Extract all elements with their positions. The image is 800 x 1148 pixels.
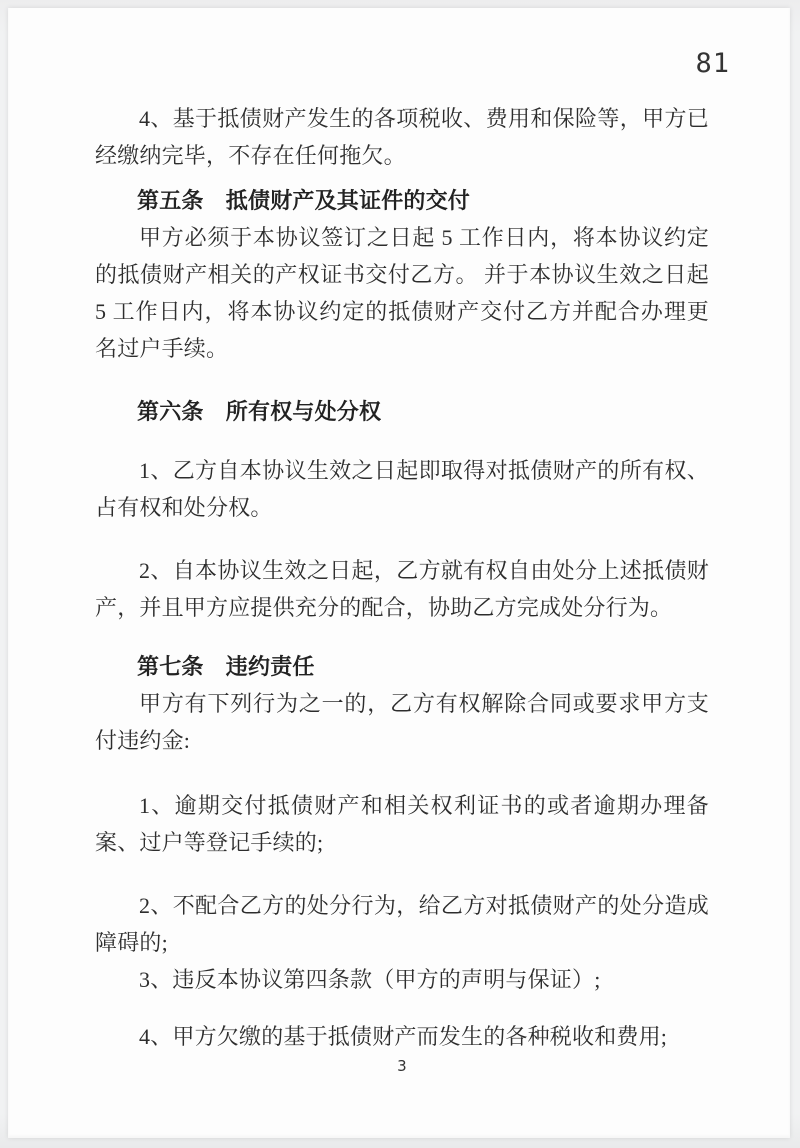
page-number-top-right: 81 [695, 48, 730, 79]
article-5-delivery-paragraph: 甲方必须于本协议签订之日起 5 工作日内，将本协议约定的抵债财产相关的产权证书交付乙方。 并于本协议生效之日起 5 工作日内，将本协议约定的抵债财产交付乙方并配合办理更名过户手续。 [95, 225, 709, 361]
article-7-item-4: 4、甲方欠缴的基于抵债财产而发生的各种税收和费用; [139, 1024, 668, 1049]
page-number-bottom-center: 3 [397, 1057, 407, 1075]
article-6-heading: 第六条 所有权与处分权 [137, 399, 382, 424]
article-7-item-2: 2、不配合乙方的处分行为，给乙方对抵债财产的处分造成障碍的; [95, 893, 709, 955]
article-5-heading: 第五条 抵债财产及其证件的交付 [137, 188, 471, 213]
document-page [8, 8, 790, 1138]
contract-body [95, 100, 709, 1077]
clause4-tax-paid-paragraph: 4、基于抵债财产发生的各项税收、费用和保险等，甲方已经缴纳完毕，不存在任何拖欠。 [95, 106, 709, 168]
article-6-item-1: 1、乙方自本协议生效之日起即取得对抵债财产的所有权、占有权和处分权。 [95, 458, 709, 520]
article-7-item-1: 1、逾期交付抵债财产和相关权利证书的或者逾期办理备案、过户等登记手续的; [95, 793, 709, 855]
article-7-intro-paragraph: 甲方有下列行为之一的，乙方有权解除合同或要求甲方支付违约金: [95, 691, 709, 753]
article-7-heading: 第七条 违约责任 [137, 654, 315, 679]
article-7-item-3: 3、违反本协议第四条款（甲方的声明与保证）; [139, 967, 601, 992]
article-6-item-2: 2、自本协议生效之日起，乙方就有权自由处分上述抵债财产，并且甲方应提供充分的配合，协助乙方完成处分行为。 [95, 558, 709, 620]
